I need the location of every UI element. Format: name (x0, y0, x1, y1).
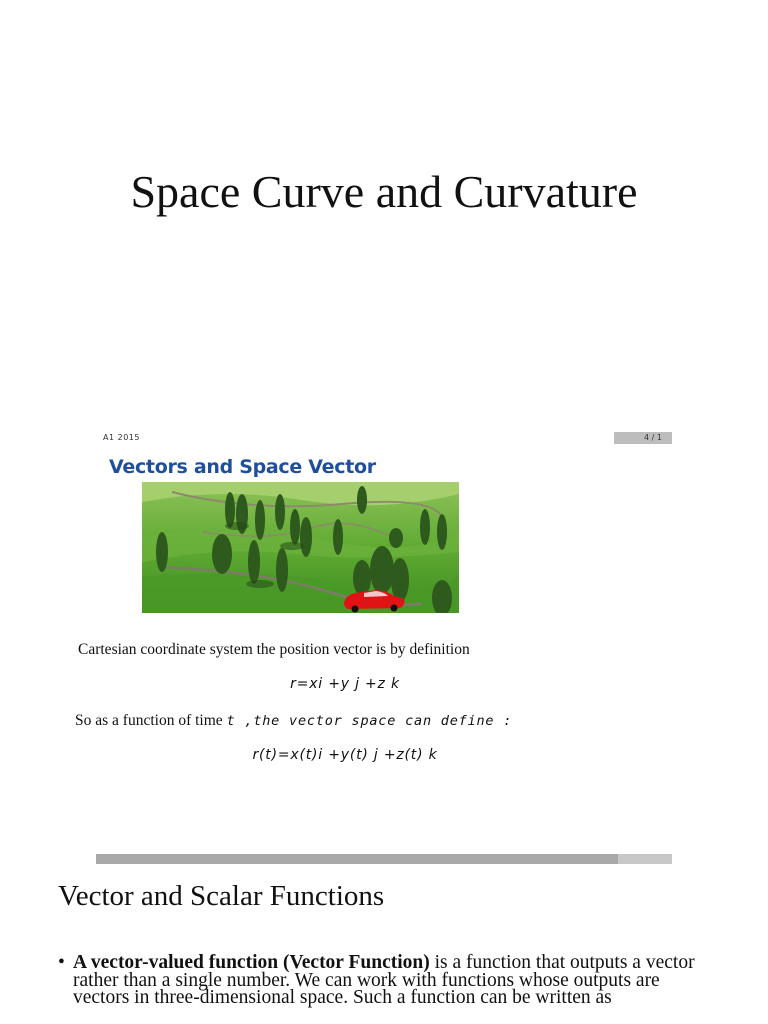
slide-progress-fill (96, 854, 618, 864)
slide-title: Space Curve and Curvature (130, 166, 638, 217)
section-heading: Vectors and Space Vector (109, 456, 376, 478)
function-of-time-variable: t ,the vector space can define : (226, 713, 513, 729)
slide-progress-bar (96, 854, 672, 864)
vector-scalar-heading: Vector and Scalar Functions (58, 880, 385, 912)
vector-function-bullet (58, 954, 718, 1007)
page-indicator: 4 / 1 (614, 432, 672, 444)
bullet-icon: • (58, 952, 65, 973)
position-vector-equation: r=xi +y j +z k (290, 676, 400, 692)
bullet-text (73, 954, 718, 1007)
function-of-time-text: So as a function of time (75, 712, 227, 729)
landscape-photo (142, 482, 459, 613)
vector-function-equation: r(t)=x(t)i +y(t) j +z(t) k (252, 747, 438, 763)
function-of-time-line (75, 712, 512, 730)
slide-footer-date: A1 2015 (103, 433, 140, 442)
bullet-definition: is a function that outputs a vector rather than a single number. We can work with functions whose outputs are vectors in three-dimensional space. Such a function can be written as (73, 952, 695, 1008)
bullet-term: A vector-valued function (Vector Function) (73, 952, 430, 973)
cartesian-description: Cartesian coordinate system the position vector is by definition (78, 641, 470, 658)
